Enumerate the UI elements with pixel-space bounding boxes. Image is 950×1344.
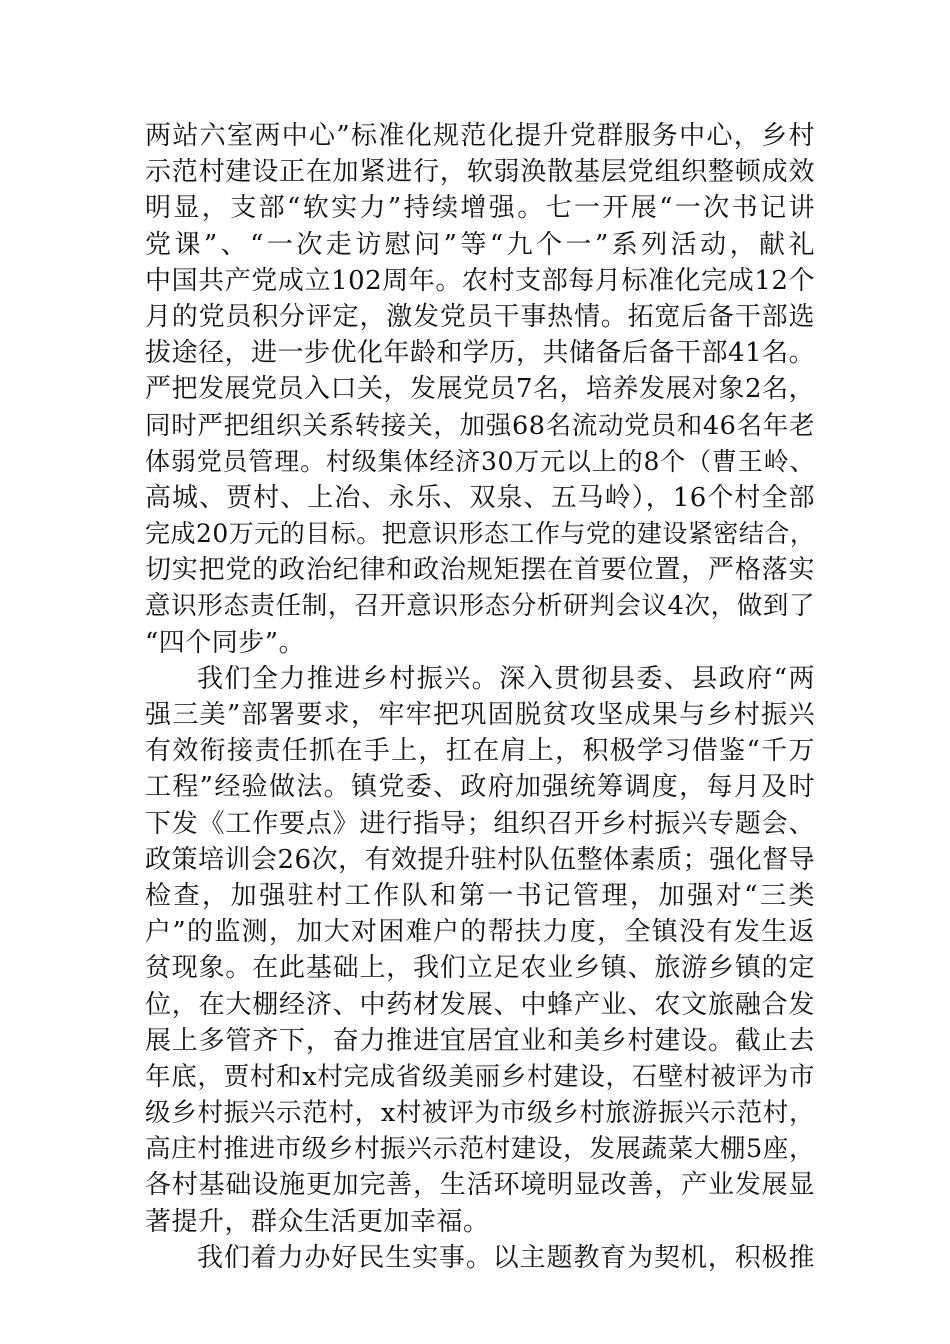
text-line: 贫现象。在此基础上，我们立足农业乡镇、旅游乡镇的定 (145, 953, 815, 984)
text-line: 下发《工作要点》进行指导；组织召开乡村振兴专题会、 (145, 808, 815, 839)
text-line: 位，在大棚经济、中药材发展、中蜂产业、农文旅融合发 (145, 989, 815, 1020)
text-line: 我们全力推进乡村振兴。深入贯彻县委、县政府“两 (197, 663, 815, 694)
text-line: 户”的监测，加大对困难户的帮扶力度，全镇没有发生返 (145, 917, 815, 948)
text-line: 严把发展党员入口关，发展党员7名，培养发展对象2名， (145, 374, 816, 405)
text-line: 有效衔接责任抓在手上，扛在肩上，积极学习借鉴“千万 (145, 736, 815, 767)
text-line: 中国共产党成立102周年。农村支部每月标准化完成12个 (145, 265, 815, 296)
text-line: 党课”、“一次走访慰问”等“九个一”系列活动，献礼 (145, 229, 815, 260)
text-line: 展上多管齐下，奋力推进宜居宜业和美乡村建设。截止去 (145, 1025, 815, 1056)
text-line: 体弱党员管理。村级集体经济30万元以上的8个（曹王岭、 (145, 446, 815, 476)
text-line: 完成20万元的目标。把意识形态工作与党的建设紧密结合， (145, 519, 816, 549)
text-line: 月的党员积分评定，激发党员干事热情。拓宽后备干部选 (145, 301, 815, 332)
text-line: 工程”经验做法。镇党委、政府加强统筹调度，每月及时 (145, 772, 815, 803)
paragraph-party-building (145, 118, 815, 661)
text-line: “四个同步”。 (145, 627, 306, 658)
paragraph-livelihood (145, 1240, 815, 1276)
text-line: 年底，贾村和x村完成省级美丽乡村建设，石壁村被评为市 (145, 1061, 815, 1092)
paragraph-rural-revitalization (145, 661, 815, 1240)
text-line: 级乡村振兴示范村，x村被评为市级乡村旅游振兴示范村， (145, 1098, 815, 1129)
text-line: 检查，加强驻村工作队和第一书记管理，加强对“三类 (145, 880, 815, 911)
text-line: 两站六室两中心”标准化规范化提升党群服务中心，乡村 (145, 121, 815, 151)
text-line: 拔途径，进一步优化年龄和学历，共储备后备干部41名。 (145, 338, 816, 369)
text-line: 我们着力办好民生实事。以主题教育为契机，积极推 (197, 1242, 815, 1273)
document-body (145, 118, 815, 1276)
text-line: 同时严把组织关系转接关，加强68名流动党员和46名年老 (145, 410, 815, 441)
text-line: 著提升，群众生活更加幸福。 (145, 1206, 490, 1237)
text-line: 高城、贾村、上冶、永乐、双泉、五马岭），16个村全部 (145, 482, 815, 513)
text-line: 高庄村推进市级乡村振兴示范村建设，发展蔬菜大棚5座， (145, 1134, 815, 1165)
text-line: 切实把党的政治纪律和政治规矩摆在首要位置，严格落实 (145, 555, 815, 586)
text-line: 明显，支部“软实力”持续增强。七一开展“一次书记讲 (145, 193, 815, 224)
text-line: 各村基础设施更加完善，生活环境明显改善，产业发展显 (145, 1170, 815, 1201)
text-line: 意识形态责任制，召开意识形态分析研判会议4次，做到了 (145, 591, 815, 622)
text-line: 示范村建设正在加紧进行，软弱涣散基层党组织整顿成效 (145, 157, 815, 188)
text-line: 强三美”部署要求，牢牢把巩固脱贫攻坚成果与乡村振兴 (145, 700, 815, 730)
text-line: 政策培训会26次，有效提升驻村队伍整体素质；强化督导 (145, 844, 816, 875)
